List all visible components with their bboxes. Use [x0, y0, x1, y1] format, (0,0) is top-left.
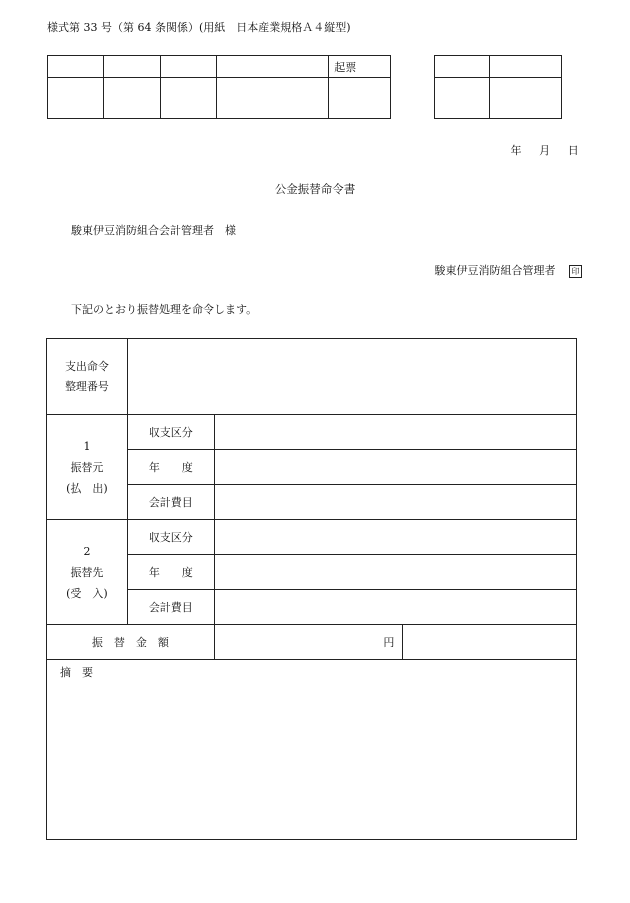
- date-line: 年 月 日: [510, 144, 582, 157]
- receipt-stamp-table: [434, 55, 562, 119]
- to-year-label: 年 度: [127, 555, 214, 590]
- transfer-from-title: 振替元: [70, 460, 104, 474]
- stamp-cell: [489, 78, 561, 119]
- to-account-field[interactable]: [214, 590, 576, 625]
- transfer-to-title: 振替先: [70, 565, 104, 579]
- from-account-label: 会計費目: [127, 485, 214, 520]
- to-category-field[interactable]: [214, 520, 576, 555]
- to-year-field[interactable]: [214, 555, 576, 590]
- stamp-cell: [104, 56, 160, 78]
- issuer-line: [435, 262, 583, 278]
- transfer-from-sub: (払 出): [66, 481, 108, 495]
- transfer-to-number: 2: [83, 544, 91, 558]
- approval-stamp-table: [47, 55, 391, 119]
- from-year-field[interactable]: [214, 450, 576, 485]
- amount-field[interactable]: [214, 625, 403, 660]
- yen-unit: 円: [383, 636, 395, 649]
- from-account-field[interactable]: [214, 485, 576, 520]
- form-number: 様式第 33 号（第 64 条関係）(用紙 日本産業規格Ａ４縦型): [47, 21, 351, 34]
- instruction-text: 下記のとおり振替処理を命令します。: [71, 303, 258, 316]
- stamp-cell: [435, 56, 490, 78]
- transfer-order-table: [46, 338, 577, 840]
- addressee: 駿東伊豆消防組合会計管理者 様: [71, 224, 236, 237]
- stamp-cell: [104, 78, 160, 119]
- transfer-from-label: [47, 415, 128, 520]
- seal-mark: 印: [569, 265, 582, 278]
- document-title: 公金振替命令書: [274, 182, 356, 196]
- transfer-to-sub: (受 入): [66, 586, 108, 600]
- order-number-label: 支出命令 整理番号: [47, 339, 128, 415]
- order-number-field[interactable]: [127, 339, 576, 415]
- transfer-from-number: 1: [83, 439, 91, 453]
- stamp-cell: [329, 78, 391, 119]
- kihyo-header: 起票: [329, 56, 391, 78]
- to-account-label: 会計費目: [127, 590, 214, 625]
- from-category-label: 収支区分: [127, 415, 214, 450]
- issuer-name: 駿東伊豆消防組合管理者: [434, 264, 556, 277]
- stamp-cell: [217, 78, 329, 119]
- from-category-field[interactable]: [214, 415, 576, 450]
- stamp-cell: [435, 78, 490, 119]
- from-year-label: 年 度: [127, 450, 214, 485]
- summary-field[interactable]: [47, 660, 577, 840]
- stamp-cell: [160, 78, 216, 119]
- stamp-cell: [489, 56, 561, 78]
- stamp-cell: [217, 56, 329, 78]
- amount-label: 振 替 金 額: [47, 625, 215, 660]
- stamp-cell: [48, 56, 104, 78]
- stamp-cell: [48, 78, 104, 119]
- transfer-to-label: [47, 520, 128, 625]
- amount-extra-cell: [403, 625, 577, 660]
- to-category-label: 収支区分: [127, 520, 214, 555]
- stamp-cell: [160, 56, 216, 78]
- summary-label: 摘 要: [60, 666, 93, 679]
